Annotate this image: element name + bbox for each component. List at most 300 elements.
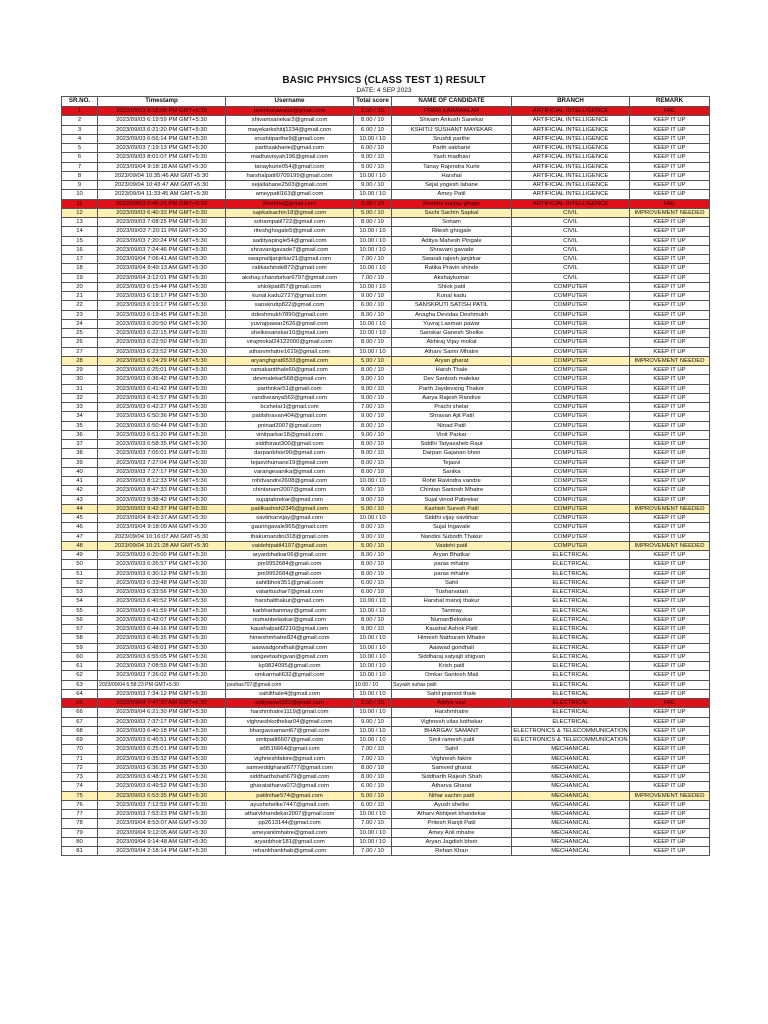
- table-row: [62, 347, 710, 356]
- cell-username: himeshmhatre824@gmail.com: [226, 634, 354, 643]
- cell-total-score: 8.00 / 10: [354, 773, 392, 782]
- cell-sr-no: 6: [62, 153, 98, 162]
- cell-candidate-name: Sujal vinod Pabrekar: [392, 495, 512, 504]
- cell-remark: KEEP IT UP: [630, 662, 710, 671]
- cell-timestamp: 2023/09/03 6:42:27 PM GMT+5:30: [98, 403, 226, 412]
- cell-branch: ELECTRICAL: [512, 652, 630, 661]
- cell-candidate-name: Aryan Jagdish bhoir: [392, 837, 512, 846]
- cell-sr-no: 23: [62, 310, 98, 319]
- table-row: [62, 190, 710, 199]
- cell-total-score: 10.00 / 10: [354, 810, 392, 819]
- cell-remark: KEEP IT UP: [630, 560, 710, 569]
- cell-candidate-name: KSHITIJ SUSHANT MAYEKAR: [392, 125, 512, 134]
- table-row: [62, 736, 710, 745]
- cell-sr-no: 1: [62, 107, 98, 116]
- cell-remark: KEEP IT UP: [630, 144, 710, 153]
- cell-timestamp: 2023/09/03 6:41:42 PM GMT+5:30: [98, 384, 226, 393]
- table-row: [62, 514, 710, 523]
- cell-username: bhargavsamant67@gmail.com: [226, 726, 354, 735]
- cell-remark: KEEP IT UP: [630, 615, 710, 624]
- table-row: [62, 560, 710, 569]
- cell-total-score: 8.00 / 10: [354, 467, 392, 476]
- cell-branch: ARTIFICIAL INTELLIGENCE: [512, 199, 630, 208]
- cell-timestamp: 2023/09/03 6:55:05 PM GMT+5:30: [98, 652, 226, 661]
- table-row: [62, 264, 710, 273]
- cell-remark: KEEP IT UP: [630, 421, 710, 430]
- cell-sr-no: 30: [62, 375, 98, 384]
- cell-timestamp: 2023/09/03 6:40:52 PM GMT+5:30: [98, 597, 226, 606]
- cell-remark: KEEP IT UP: [630, 486, 710, 495]
- cell-remark: KEEP IT UP: [630, 273, 710, 282]
- cell-timestamp: 2023/09/03 6:48:21 PM GMT+5:30: [98, 773, 226, 782]
- cell-branch: MECHANICAL: [512, 810, 630, 819]
- table-row: [62, 329, 710, 338]
- cell-sr-no: 24: [62, 319, 98, 328]
- cell-total-score: 8.00 / 10: [354, 615, 392, 624]
- cell-candidate-name: NumanBeloskar: [392, 615, 512, 624]
- cell-candidate-name: Ratika Pravin shinde: [392, 264, 512, 273]
- cell-sr-no: 63: [62, 680, 98, 689]
- cell-sr-no: 17: [62, 255, 98, 264]
- cell-candidate-name: Sanika: [392, 467, 512, 476]
- cell-username: yuvrajpawar2626@gmail.com: [226, 319, 354, 328]
- cell-timestamp: 2023/09/03 8:47:33 PM GMT+5:30: [98, 486, 226, 495]
- cell-username: thakurnandini318@gmail.com: [226, 532, 354, 541]
- cell-candidate-name: Vighnesh vilas kothekar: [392, 717, 512, 726]
- cell-candidate-name: Harshal manoj thakur: [392, 597, 512, 606]
- cell-total-score: 3.00 / 10: [354, 199, 392, 208]
- cell-sr-no: 25: [62, 329, 98, 338]
- cell-total-score: 5.00 / 10: [354, 541, 392, 550]
- cell-sr-no: 74: [62, 782, 98, 791]
- cell-candidate-name: paras mhatre: [392, 569, 512, 578]
- cell-candidate-name: Aaswad gondhali: [392, 643, 512, 652]
- cell-sr-no: 14: [62, 227, 98, 236]
- cell-branch: COMPUTER: [512, 495, 630, 504]
- cell-username: pm9952684@gmail.com: [226, 560, 354, 569]
- cell-remark: KEEP IT UP: [630, 393, 710, 402]
- cell-sr-no: 81: [62, 847, 98, 856]
- table-row: [62, 144, 710, 153]
- cell-branch: ARTIFICIAL INTELLIGENCE: [512, 107, 630, 116]
- cell-remark: KEEP IT UP: [630, 190, 710, 199]
- cell-total-score: 9.00 / 10: [354, 495, 392, 504]
- cell-total-score: 10.00 / 10: [354, 245, 392, 254]
- cell-branch: COMPUTER: [512, 384, 630, 393]
- cell-total-score: 9.00 / 10: [354, 181, 392, 190]
- cell-remark: KEEP IT UP: [630, 708, 710, 717]
- cell-total-score: 7.00 / 10: [354, 819, 392, 828]
- cell-timestamp: 2023/09/04 8:53:07 AM GMT+5:30: [98, 819, 226, 828]
- cell-total-score: 9.00 / 10: [354, 153, 392, 162]
- cell-candidate-name: Siddhi vijay savtirkar: [392, 514, 512, 523]
- cell-sr-no: 58: [62, 634, 98, 643]
- cell-branch: ARTIFICIAL INTELLIGENCE: [512, 171, 630, 180]
- cell-branch: ELECTRICAL: [512, 671, 630, 680]
- cell-timestamp: 2023/09/03 6:44:16 PM GMT+5:30: [98, 625, 226, 634]
- cell-total-score: 8.00 / 10: [354, 366, 392, 375]
- cell-branch: ELECTRICAL: [512, 689, 630, 698]
- cell-remark: KEEP IT UP: [630, 171, 710, 180]
- cell-sr-no: 39: [62, 458, 98, 467]
- cell-username: srushtiparthe9@gmail.com: [226, 134, 354, 143]
- cell-username: kaushalpatil2210@gmail.com: [226, 625, 354, 634]
- cell-username: madhavisyah196@gmail.com: [226, 153, 354, 162]
- cell-username: shlokpatil57@gmail.com: [226, 282, 354, 291]
- table-row: [62, 384, 710, 393]
- cell-timestamp: 2023/09/03 7:34:12 PM GMT+5:30: [98, 689, 226, 698]
- cell-branch: ELECTRICAL: [512, 569, 630, 578]
- cell-total-score: 10.00 / 10: [354, 736, 392, 745]
- cell-total-score: 8.00 / 10: [354, 116, 392, 125]
- cell-sr-no: 43: [62, 495, 98, 504]
- cell-candidate-name: Anagha Devidas Deshmukh: [392, 310, 512, 319]
- cell-timestamp: 2023/09/03 9:42:37 PM GMT+5:30: [98, 504, 226, 513]
- cell-branch: COMPUTER: [512, 449, 630, 458]
- cell-timestamp: 2023/09/03 7:08:59 PM GMT+5:30: [98, 662, 226, 671]
- cell-candidate-name: Tusharvatari: [392, 588, 512, 597]
- cell-total-score: 10.00 / 10: [354, 282, 392, 291]
- cell-sr-no: 22: [62, 301, 98, 310]
- cell-branch: ELECTRICAL: [512, 634, 630, 643]
- cell-remark: KEEP IT UP: [630, 495, 710, 504]
- cell-candidate-name: Aryan gharat: [392, 356, 512, 365]
- cell-remark: KEEP IT UP: [630, 319, 710, 328]
- cell-remark: KEEP IT UP: [630, 532, 710, 541]
- cell-remark: KEEP IT UP: [630, 847, 710, 856]
- cell-remark: KEEP IT UP: [630, 153, 710, 162]
- cell-candidate-name: Atharv Abhijeet khandekar: [392, 810, 512, 819]
- cell-remark: KEEP IT UP: [630, 181, 710, 190]
- cell-remark: KEEP IT UP: [630, 255, 710, 264]
- cell-branch: CIVIL: [512, 245, 630, 254]
- cell-username: atharvkhandekar2007@gmail.com: [226, 810, 354, 819]
- cell-branch: MECHANICAL: [512, 837, 630, 846]
- cell-username: mayekarkshitij1234@gmail.com: [226, 125, 354, 134]
- cell-total-score: 8.00 / 10: [354, 551, 392, 560]
- cell-candidate-name: Sahil: [392, 745, 512, 754]
- cell-candidate-name: Tejasvi: [392, 458, 512, 467]
- cell-branch: CIVIL: [512, 273, 630, 282]
- cell-candidate-name: Parth Jaydevsing Thakor: [392, 384, 512, 393]
- cell-timestamp: 2023/09/03 6:33:48 PM GMT+5:30: [98, 578, 226, 587]
- cell-candidate-name: Shravani gavade: [392, 245, 512, 254]
- header-sr-no: SR.NO.: [62, 97, 98, 107]
- cell-timestamp: 2023/09/04 10:16:07 AM GMT+5:30: [98, 532, 226, 541]
- cell-total-score: 6.00 / 10: [354, 125, 392, 134]
- cell-total-score: 7.00 / 10: [354, 273, 392, 282]
- table-row: [62, 292, 710, 301]
- cell-username: sangeetashigvan@gmail.com: [226, 652, 354, 661]
- cell-timestamp: 2023/09/04 10:35:46 AM GMT+5:30: [98, 171, 226, 180]
- cell-total-score: 9.00 / 10: [354, 393, 392, 402]
- table-row: [62, 477, 710, 486]
- cell-branch: MECHANICAL: [512, 745, 630, 754]
- cell-branch: CIVIL: [512, 236, 630, 245]
- cell-timestamp: 2023/09/03 6:46:21 PM GMT+5:30: [98, 199, 226, 208]
- table-row: [62, 754, 710, 763]
- cell-branch: COMPUTER: [512, 375, 630, 384]
- cell-total-score: 6.00 / 10: [354, 588, 392, 597]
- cell-remark: IMPROVEMENT NEEDED: [630, 791, 710, 800]
- cell-branch: COMPUTER: [512, 282, 630, 291]
- table-row: [62, 578, 710, 587]
- cell-remark: KEEP IT UP: [630, 477, 710, 486]
- cell-username: gauringavale965@gmail.com: [226, 523, 354, 532]
- cell-sr-no: 41: [62, 477, 98, 486]
- cell-branch: COMPUTER: [512, 458, 630, 467]
- cell-branch: ELECTRICAL: [512, 597, 630, 606]
- cell-total-score: 10.00 / 10: [354, 236, 392, 245]
- cell-branch: CIVIL: [512, 218, 630, 227]
- cell-username: Reshmi@gmail.com: [226, 199, 354, 208]
- cell-total-score: 10.00 / 10: [354, 606, 392, 615]
- table-row: [62, 458, 710, 467]
- cell-candidate-name: Vighnesh fakire: [392, 754, 512, 763]
- cell-remark: IMPROVEMENT NEEDED: [630, 541, 710, 550]
- cell-sr-no: 44: [62, 504, 98, 513]
- cell-timestamp: 2023/09/03 7:20:24 PM GMT+5:30: [98, 236, 226, 245]
- cell-sr-no: 8: [62, 171, 98, 180]
- cell-sr-no: 65: [62, 699, 98, 708]
- cell-candidate-name: Samved gharat: [392, 763, 512, 772]
- cell-candidate-name: Shlok patil: [392, 282, 512, 291]
- cell-remark: KEEP IT UP: [630, 347, 710, 356]
- cell-total-score: 10.00 / 10: [354, 319, 392, 328]
- cell-sr-no: 36: [62, 430, 98, 439]
- cell-sr-no: 28: [62, 356, 98, 365]
- cell-total-score: 9.00 / 10: [354, 384, 392, 393]
- cell-total-score: 10.00 / 10: [354, 662, 392, 671]
- cell-remark: KEEP IT UP: [630, 837, 710, 846]
- cell-total-score: 10.00 / 10: [354, 227, 392, 236]
- cell-timestamp: 2023/09/03 7:20:11 PM GMT+5:30: [98, 227, 226, 236]
- cell-sr-no: 40: [62, 467, 98, 476]
- cell-timestamp: 2023/09/03 6:30:12 PM GMT+5:30: [98, 569, 226, 578]
- table-row: [62, 236, 710, 245]
- cell-sr-no: 9: [62, 181, 98, 190]
- cell-username: premkarawalar@gmail.com: [226, 107, 354, 116]
- cell-branch: MECHANICAL: [512, 791, 630, 800]
- cell-timestamp: 2023/09/03 6:19:17 PM GMT+5:30: [98, 301, 226, 310]
- cell-sr-no: 75: [62, 791, 98, 800]
- header-total-score: Total score: [354, 97, 392, 107]
- cell-username: chintanam2007@gmail.com: [226, 486, 354, 495]
- cell-remark: KEEP IT UP: [630, 134, 710, 143]
- cell-branch: ELECTRICAL: [512, 717, 630, 726]
- cell-branch: COMPUTER: [512, 467, 630, 476]
- cell-remark: KEEP IT UP: [630, 736, 710, 745]
- cell-sr-no: 61: [62, 662, 98, 671]
- cell-remark: KEEP IT UP: [630, 292, 710, 301]
- cell-sr-no: 42: [62, 486, 98, 495]
- header-branch: BRANCH: [512, 97, 630, 107]
- cell-total-score: 5.00 / 10: [354, 504, 392, 513]
- cell-total-score: 10.00 / 10: [354, 190, 392, 199]
- cell-candidate-name: Aryan Bhatkar: [392, 551, 512, 560]
- table-row: [62, 680, 710, 689]
- table-row: [62, 218, 710, 227]
- cell-timestamp: 2023/09/03 6:50:36 PM GMT+5:30: [98, 412, 226, 421]
- cell-candidate-name: Siddharth Rajesh Shah: [392, 773, 512, 782]
- table-row: [62, 134, 710, 143]
- cell-sr-no: 33: [62, 403, 98, 412]
- cell-candidate-name: Smit ramesh patil: [392, 736, 512, 745]
- cell-candidate-name: Soham: [392, 218, 512, 227]
- document-title: BASIC PHYSICS (CLASS TEST 1) RESULT: [282, 75, 486, 86]
- cell-remark: KEEP IT UP: [630, 282, 710, 291]
- cell-total-score: 10.00 / 10: [354, 643, 392, 652]
- cell-sr-no: 79: [62, 828, 98, 837]
- cell-username: shivamsanekar3@gmail.com: [226, 116, 354, 125]
- cell-sr-no: 48: [62, 541, 98, 550]
- cell-remark: IMPROVEMENT NEEDED: [630, 208, 710, 217]
- cell-sr-no: 64: [62, 689, 98, 698]
- table-row: [62, 773, 710, 782]
- cell-total-score: 9.00 / 10: [354, 486, 392, 495]
- cell-remark: KEEP IT UP: [630, 458, 710, 467]
- cell-sr-no: 47: [62, 532, 98, 541]
- cell-sr-no: 35: [62, 421, 98, 430]
- table-row: [62, 310, 710, 319]
- cell-remark: KEEP IT UP: [630, 671, 710, 680]
- cell-branch: COMPUTER: [512, 347, 630, 356]
- cell-total-score: 8.00 / 10: [354, 449, 392, 458]
- cell-remark: KEEP IT UP: [630, 310, 710, 319]
- table-row: [62, 791, 710, 800]
- cell-candidate-name: Aarya Rajesh Randive: [392, 393, 512, 402]
- cell-username: harshalthakur@gmail.com: [226, 597, 354, 606]
- cell-timestamp: 2023/09/03 6:58:35 PM GMT+5:30: [98, 440, 226, 449]
- cell-candidate-name: Kunal kadu: [392, 292, 512, 301]
- cell-username: sejallahane2503@gmail.com: [226, 181, 354, 190]
- document-date: DATE: 4 SEP 2023: [356, 87, 412, 94]
- table-row: [62, 282, 710, 291]
- cell-timestamp: 2023/09/04 6:58:23 PM GMT+5:30: [98, 680, 226, 689]
- cell-candidate-name: Akshaykumar: [392, 273, 512, 282]
- cell-remark: KEEP IT UP: [630, 754, 710, 763]
- cell-total-score: 7.00 / 10: [354, 847, 392, 856]
- cell-remark: KEEP IT UP: [630, 643, 710, 652]
- cell-total-score: 10.00 / 10: [354, 597, 392, 606]
- cell-username: patilkashish2345@gmail.com: [226, 504, 354, 513]
- cell-branch: MECHANICAL: [512, 800, 630, 809]
- cell-branch: COMPUTER: [512, 403, 630, 412]
- cell-remark: KEEP IT UP: [630, 652, 710, 661]
- cell-sr-no: 77: [62, 810, 98, 819]
- table-row: [62, 588, 710, 597]
- cell-remark: KEEP IT UP: [630, 828, 710, 837]
- cell-candidate-name: Ayush shelke: [392, 800, 512, 809]
- cell-sr-no: 60: [62, 652, 98, 661]
- cell-branch: COMPUTER: [512, 338, 630, 347]
- cell-remark: KEEP IT UP: [630, 236, 710, 245]
- cell-remark: KEEP IT UP: [630, 810, 710, 819]
- cell-timestamp: 2023/09/04 9:18:09 AM GMT+5:30: [98, 523, 226, 532]
- table-row: [62, 800, 710, 809]
- cell-remark: KEEP IT UP: [630, 449, 710, 458]
- cell-username: bcshelar1@gmail.com: [226, 403, 354, 412]
- cell-total-score: 8.00 / 10: [354, 310, 392, 319]
- cell-username: randiveanya562@gmail.com: [226, 393, 354, 402]
- cell-sr-no: 71: [62, 754, 98, 763]
- cell-username: siddhiraut300@gmail.com: [226, 440, 354, 449]
- cell-sr-no: 13: [62, 218, 98, 227]
- cell-username: atharvmhatre1619@gmail.com: [226, 347, 354, 356]
- cell-remark: IMPROVEMENT NEEDED: [630, 504, 710, 513]
- cell-branch: COMPUTER: [512, 292, 630, 301]
- cell-timestamp: 2023/09/03 6:15:44 PM GMT+5:30: [98, 282, 226, 291]
- cell-remark: KEEP IT UP: [630, 634, 710, 643]
- cell-remark: KEEP IT UP: [630, 218, 710, 227]
- cell-sr-no: 3: [62, 125, 98, 134]
- cell-remark: KEEP IT UP: [630, 366, 710, 375]
- table-row: [62, 606, 710, 615]
- cell-username: tejasvihumane19@gmail.com: [226, 458, 354, 467]
- cell-sr-no: 66: [62, 708, 98, 717]
- cell-sr-no: 37: [62, 440, 98, 449]
- cell-username: sohampatil722@gmail.com: [226, 218, 354, 227]
- cell-sr-no: 11: [62, 199, 98, 208]
- cell-branch: ELECTRICAL: [512, 588, 630, 597]
- cell-timestamp: 2023/09/03 7:27:04 PM GMT+5:30: [98, 458, 226, 467]
- cell-branch: ARTIFICIAL INTELLIGENCE: [512, 116, 630, 125]
- cell-timestamp: 2023/09/03 6:22:50 PM GMT+5:30: [98, 338, 226, 347]
- cell-timestamp: 2023/09/04 6:21:30 PM GMT+5:30: [98, 708, 226, 717]
- cell-remark: IMPROVEMENT NEEDED: [630, 356, 710, 365]
- cell-branch: ELECTRICAL: [512, 560, 630, 569]
- table-row: [62, 625, 710, 634]
- cell-branch: ARTIFICIAL INTELLIGENCE: [512, 144, 630, 153]
- table-row: [62, 208, 710, 217]
- cell-remark: KEEP IT UP: [630, 514, 710, 523]
- cell-branch: MECHANICAL: [512, 763, 630, 772]
- cell-username: riteshghogale5@gmail.com: [226, 227, 354, 236]
- cell-remark: KEEP IT UP: [630, 625, 710, 634]
- cell-total-score: 9.00 / 10: [354, 375, 392, 384]
- cell-username: ameypatil163@gmail.com: [226, 190, 354, 199]
- cell-remark: FAIL: [630, 107, 710, 116]
- cell-sr-no: 78: [62, 819, 98, 828]
- cell-candidate-name: Sahil pramod thale: [392, 689, 512, 698]
- cell-sr-no: 54: [62, 597, 98, 606]
- cell-timestamp: 2023/09/04 10:21:28 AM GMT+5:30: [98, 541, 226, 550]
- cell-remark: KEEP IT UP: [630, 329, 710, 338]
- cell-branch: MECHANICAL: [512, 819, 630, 828]
- table-row: [62, 171, 710, 180]
- cell-branch: CIVIL: [512, 255, 630, 264]
- table-row: [62, 301, 710, 310]
- cell-sr-no: 31: [62, 384, 98, 393]
- cell-username: st9516664@gmail.com: [226, 745, 354, 754]
- cell-total-score: 10.00 / 10: [354, 329, 392, 338]
- cell-timestamp: 2023/09/03 7:26:02 PM GMT+5:30: [98, 671, 226, 680]
- cell-timestamp: 2023/09/04 9:18:18 AM GMT+5:30: [98, 162, 226, 171]
- cell-total-score: 10.00 / 10: [354, 837, 392, 846]
- cell-branch: MECHANICAL: [512, 828, 630, 837]
- cell-sr-no: 51: [62, 569, 98, 578]
- table-row: [62, 199, 710, 208]
- cell-remark: FAIL: [630, 699, 710, 708]
- cell-total-score: 10.00 / 10: [354, 171, 392, 180]
- cell-sr-no: 69: [62, 736, 98, 745]
- table-row: [62, 486, 710, 495]
- cell-remark: KEEP IT UP: [630, 264, 710, 273]
- cell-sr-no: 26: [62, 338, 98, 347]
- cell-sr-no: 16: [62, 245, 98, 254]
- cell-timestamp: 2023/09/03 6:22:15 PM GMT+5:30: [98, 329, 226, 338]
- table-row: [62, 699, 710, 708]
